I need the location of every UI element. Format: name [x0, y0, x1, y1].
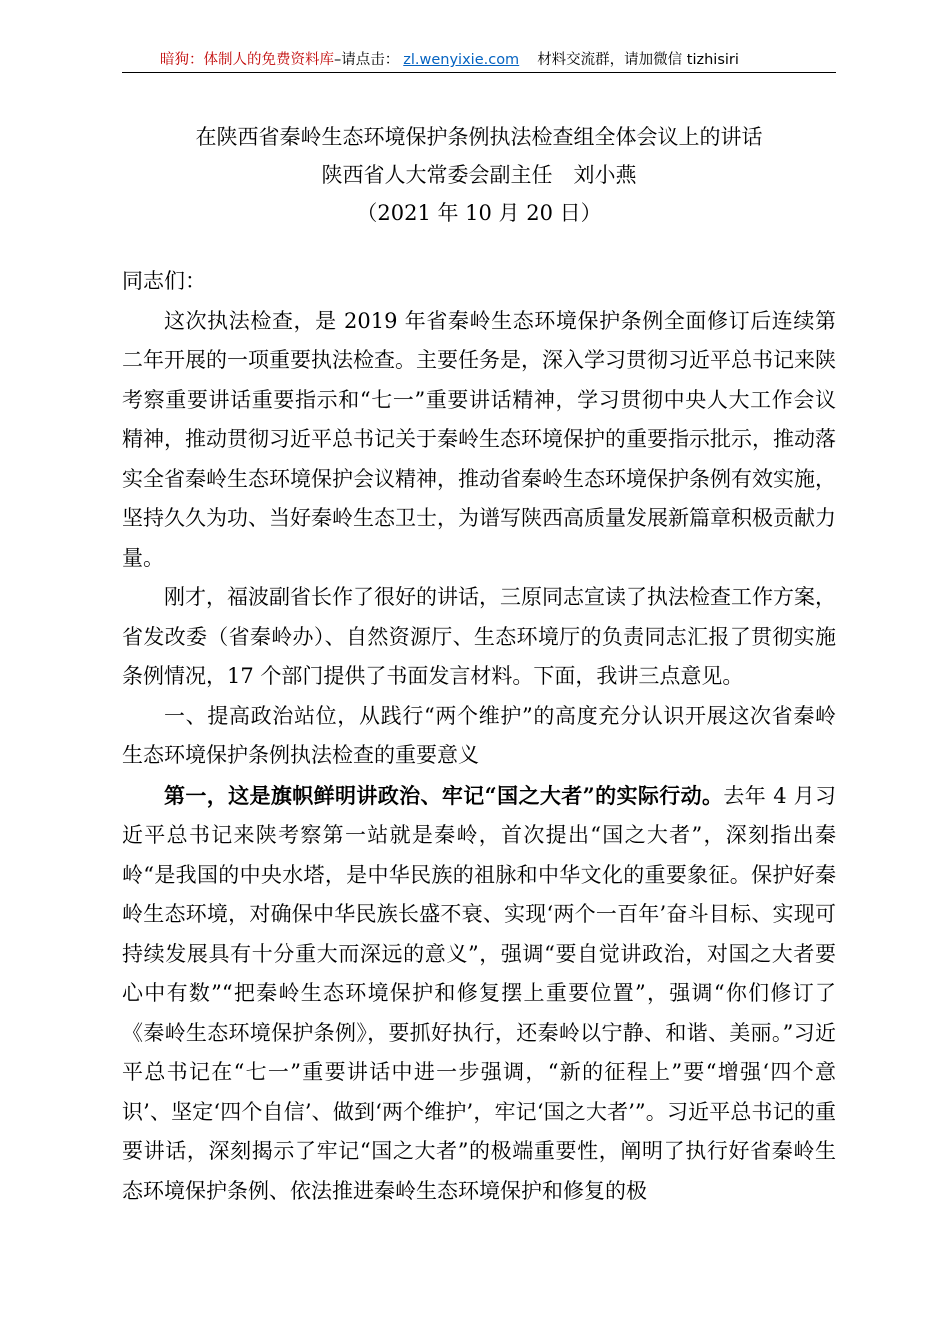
date-line: （2021 年 10 月 20 日） — [356, 201, 602, 225]
section-heading-1: 一、提高政治站位，从践行“两个维护”的高度充分认识开展这次省秦岭生态环境保护条例执法检查的重要意义 — [122, 703, 836, 767]
paragraph-1: 这次执法检查，是 2019 年省秦岭生态环境保护条例全面修订后连续第二年开展的一项重要执法检查。主要任务是，深入学习贯彻习近平总书记来陕考察重要讲话重要指示和“七一”重要讲话精神，学习贯彻中央人大工作会议精神，推动贯彻习近平总书记关于秦岭生态环境保护的重要指示批示，推动落实全省秦岭生态环境保护会议精神，推动省秦岭生态环境保护条例有效实施，坚持久久为功、当好秦岭生态卫士，为谱写陕西高质量发展新篇章积极贡献力量。 — [122, 308, 836, 570]
header-link[interactable]: zl.wenyixie.com — [403, 52, 520, 68]
header-group-note: 材料交流群，请加微信 tizhisiri — [537, 52, 739, 68]
header-divider — [122, 72, 836, 73]
title-block — [122, 118, 836, 232]
header-separator: –请点击： — [334, 52, 400, 68]
paragraph-2: 刚才，福波副省长作了很好的讲话，三原同志宣读了执法检查工作方案，省发改委（省秦岭办）、自然资源厅、生态环境厅的负责同志汇报了贯彻实施条例情况，17 个部门提供了书面发言材料。下面，我讲三点意见。 — [122, 585, 836, 688]
paragraph-3-body: 去年 4 月习近平总书记来陕考察第一站就是秦岭，首次提出“国之大者”，深刻指出秦岭“是我国的中央水塔，是中华民族的祖脉和中华文化的重要象征。保护好秦岭生态环境，对确保中华民族长盛不衰、实现‘两个一百年’奋斗目标、实现可持续发展具有十分重大而深远的意义”，强调“要自觉讲政治，对国之大者要心中有数”“把秦岭生态环境保护和修复摆上重要位置”，强调“你们修订了《秦岭生态环境保护条例》，要抓好执行，还秦岭以宁静、和谐、美丽。”习近平总书记在“七一”重要讲话中进一步强调，“新的征程上”要“增强‘四个意识’、坚定‘四个自信’、做到‘两个维护’，牢记‘国之大者’”。习近平总书记的重要讲话，深刻揭示了牢记“国之大者”的极端重要性，阐明了执行好省秦岭生态环境保护条例、依法推进秦岭生态环境保护和修复的极 — [122, 783, 836, 1203]
paragraph-3-lead: 第一，这是旗帜鲜明讲政治、牢记“国之大者”的实际行动。 — [164, 782, 724, 808]
speaker-line: 陕西省人大常委会副主任 刘小燕 — [321, 163, 637, 187]
document-title: 在陕西省秦岭生态环境保护条例执法检查组全体会议上的讲话 — [195, 125, 763, 149]
paragraph-3 — [122, 776, 836, 1212]
salutation: 同志们： — [122, 269, 206, 293]
document-body — [122, 262, 836, 1211]
header-brand: 暗狗：体制人的免费资料库 — [160, 52, 334, 68]
watermark-header — [122, 48, 836, 72]
